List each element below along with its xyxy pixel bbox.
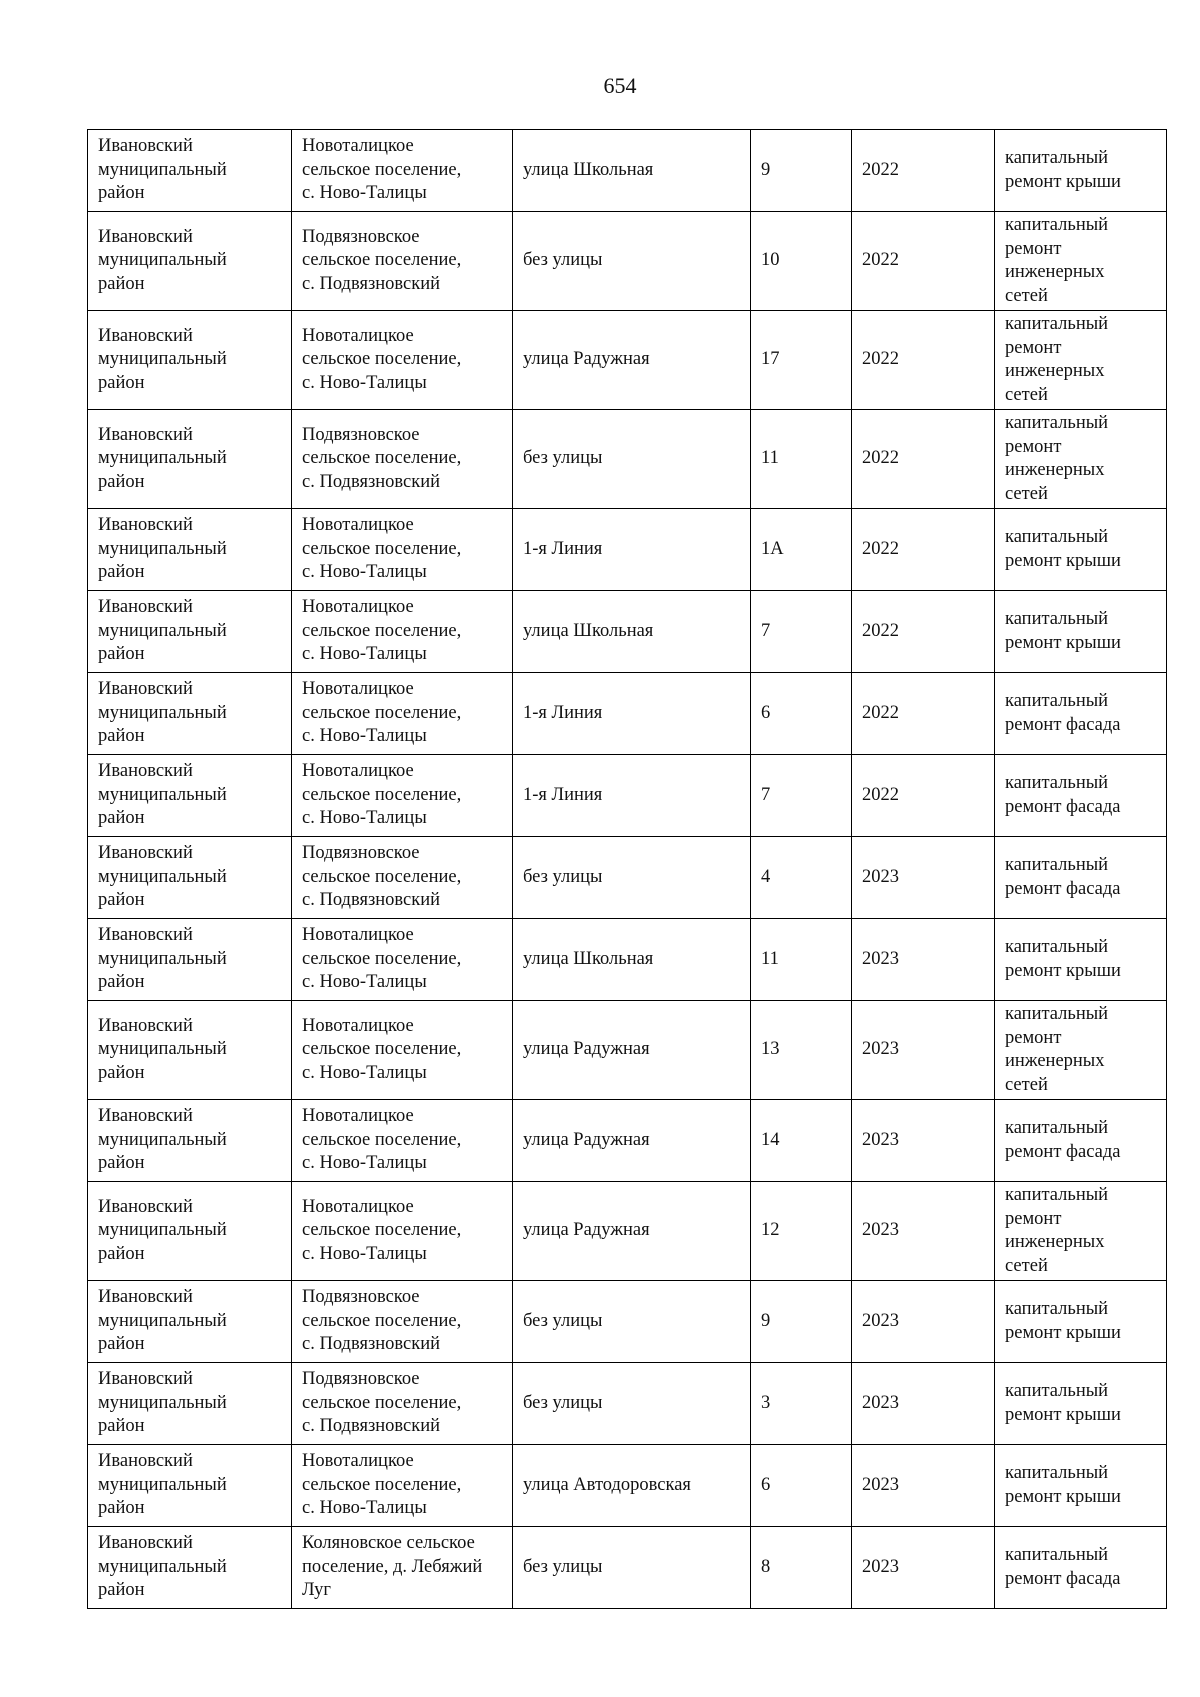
- table-body: [88, 130, 1167, 1609]
- house-number-cell: 7: [751, 591, 852, 673]
- house-number-cell: 17: [751, 311, 852, 410]
- table-row: [88, 212, 1167, 311]
- settlement-cell: Подвязновское сельское поселение, с. Подвязновский: [292, 1281, 513, 1363]
- street-cell: без улицы: [513, 212, 751, 311]
- street-cell: улица Школьная: [513, 130, 751, 212]
- year-cell: 2023: [852, 1363, 995, 1445]
- street-cell: без улицы: [513, 410, 751, 509]
- work-type-cell: капитальный ремонт крыши: [995, 130, 1167, 212]
- settlement-cell: Новоталицкое сельское поселение, с. Ново-Талицы: [292, 591, 513, 673]
- year-cell: 2022: [852, 130, 995, 212]
- work-type-cell: капитальный ремонт крыши: [995, 1281, 1167, 1363]
- house-number-cell: 12: [751, 1182, 852, 1281]
- year-cell: 2023: [852, 1182, 995, 1281]
- street-cell: без улицы: [513, 1281, 751, 1363]
- work-type-cell: капитальный ремонт крыши: [995, 1445, 1167, 1527]
- table-row: [88, 130, 1167, 212]
- house-number-cell: 11: [751, 919, 852, 1001]
- street-cell: 1-я Линия: [513, 673, 751, 755]
- district-cell: Ивановский муниципальный район: [88, 673, 292, 755]
- settlement-cell: Новоталицкое сельское поселение, с. Ново-Талицы: [292, 919, 513, 1001]
- year-cell: 2023: [852, 1445, 995, 1527]
- work-type-cell: капитальный ремонт инженерных сетей: [995, 311, 1167, 410]
- settlement-cell: Новоталицкое сельское поселение, с. Ново-Талицы: [292, 130, 513, 212]
- table-row: [88, 311, 1167, 410]
- year-cell: 2023: [852, 1001, 995, 1100]
- house-number-cell: 3: [751, 1363, 852, 1445]
- table-row: [88, 509, 1167, 591]
- district-cell: Ивановский муниципальный район: [88, 311, 292, 410]
- settlement-cell: Подвязновское сельское поселение, с. Подвязновский: [292, 837, 513, 919]
- table-row: [88, 591, 1167, 673]
- district-cell: Ивановский муниципальный район: [88, 1100, 292, 1182]
- house-number-cell: 11: [751, 410, 852, 509]
- house-number-cell: 13: [751, 1001, 852, 1100]
- settlement-cell: Новоталицкое сельское поселение, с. Ново-Талицы: [292, 509, 513, 591]
- house-number-cell: 8: [751, 1527, 852, 1609]
- work-type-cell: капитальный ремонт крыши: [995, 1363, 1167, 1445]
- settlement-cell: Новоталицкое сельское поселение, с. Ново-Талицы: [292, 673, 513, 755]
- district-cell: Ивановский муниципальный район: [88, 1527, 292, 1609]
- table-row: [88, 837, 1167, 919]
- year-cell: 2023: [852, 1281, 995, 1363]
- year-cell: 2023: [852, 837, 995, 919]
- district-cell: Ивановский муниципальный район: [88, 212, 292, 311]
- district-cell: Ивановский муниципальный район: [88, 130, 292, 212]
- settlement-cell: Новоталицкое сельское поселение, с. Ново-Талицы: [292, 311, 513, 410]
- house-number-cell: 6: [751, 1445, 852, 1527]
- work-type-cell: капитальный ремонт крыши: [995, 919, 1167, 1001]
- district-cell: Ивановский муниципальный район: [88, 1001, 292, 1100]
- repair-schedule-table: [87, 129, 1167, 1609]
- work-type-cell: капитальный ремонт фасада: [995, 755, 1167, 837]
- year-cell: 2022: [852, 673, 995, 755]
- table-row: [88, 1363, 1167, 1445]
- district-cell: Ивановский муниципальный район: [88, 410, 292, 509]
- table-row: [88, 410, 1167, 509]
- house-number-cell: 6: [751, 673, 852, 755]
- table-row: [88, 673, 1167, 755]
- district-cell: Ивановский муниципальный район: [88, 755, 292, 837]
- district-cell: Ивановский муниципальный район: [88, 509, 292, 591]
- street-cell: без улицы: [513, 1527, 751, 1609]
- house-number-cell: 7: [751, 755, 852, 837]
- street-cell: 1-я Линия: [513, 509, 751, 591]
- settlement-cell: Подвязновское сельское поселение, с. Подвязновский: [292, 410, 513, 509]
- table-row: [88, 1001, 1167, 1100]
- district-cell: Ивановский муниципальный район: [88, 1281, 292, 1363]
- district-cell: Ивановский муниципальный район: [88, 1445, 292, 1527]
- work-type-cell: капитальный ремонт инженерных сетей: [995, 1182, 1167, 1281]
- street-cell: улица Школьная: [513, 919, 751, 1001]
- year-cell: 2023: [852, 919, 995, 1001]
- house-number-cell: 9: [751, 1281, 852, 1363]
- street-cell: улица Школьная: [513, 591, 751, 673]
- street-cell: 1-я Линия: [513, 755, 751, 837]
- settlement-cell: Коляновское сельское поселение, д. Лебяжий Луг: [292, 1527, 513, 1609]
- work-type-cell: капитальный ремонт инженерных сетей: [995, 1001, 1167, 1100]
- year-cell: 2022: [852, 591, 995, 673]
- street-cell: улица Радужная: [513, 1182, 751, 1281]
- year-cell: 2022: [852, 212, 995, 311]
- district-cell: Ивановский муниципальный район: [88, 1182, 292, 1281]
- work-type-cell: капитальный ремонт крыши: [995, 509, 1167, 591]
- district-cell: Ивановский муниципальный район: [88, 837, 292, 919]
- table-row: [88, 919, 1167, 1001]
- district-cell: Ивановский муниципальный район: [88, 591, 292, 673]
- house-number-cell: 14: [751, 1100, 852, 1182]
- year-cell: 2023: [852, 1100, 995, 1182]
- settlement-cell: Подвязновское сельское поселение, с. Подвязновский: [292, 1363, 513, 1445]
- page-number: 654: [603, 73, 637, 98]
- year-cell: 2022: [852, 755, 995, 837]
- street-cell: улица Радужная: [513, 1100, 751, 1182]
- year-cell: 2022: [852, 509, 995, 591]
- table-row: [88, 1445, 1167, 1527]
- district-cell: Ивановский муниципальный район: [88, 919, 292, 1001]
- house-number-cell: 1А: [751, 509, 852, 591]
- settlement-cell: Новоталицкое сельское поселение, с. Ново-Талицы: [292, 1100, 513, 1182]
- work-type-cell: капитальный ремонт фасада: [995, 1100, 1167, 1182]
- street-cell: без улицы: [513, 837, 751, 919]
- table-row: [88, 1281, 1167, 1363]
- work-type-cell: капитальный ремонт инженерных сетей: [995, 212, 1167, 311]
- work-type-cell: капитальный ремонт фасада: [995, 837, 1167, 919]
- house-number-cell: 9: [751, 130, 852, 212]
- street-cell: улица Радужная: [513, 311, 751, 410]
- district-cell: Ивановский муниципальный район: [88, 1363, 292, 1445]
- year-cell: 2022: [852, 410, 995, 509]
- work-type-cell: капитальный ремонт фасада: [995, 1527, 1167, 1609]
- house-number-cell: 10: [751, 212, 852, 311]
- house-number-cell: 4: [751, 837, 852, 919]
- street-cell: без улицы: [513, 1363, 751, 1445]
- year-cell: 2023: [852, 1527, 995, 1609]
- table-row: [88, 1182, 1167, 1281]
- work-type-cell: капитальный ремонт фасада: [995, 673, 1167, 755]
- table-row: [88, 1100, 1167, 1182]
- street-cell: улица Радужная: [513, 1001, 751, 1100]
- table-row: [88, 1527, 1167, 1609]
- table-row: [88, 755, 1167, 837]
- work-type-cell: капитальный ремонт инженерных сетей: [995, 410, 1167, 509]
- settlement-cell: Новоталицкое сельское поселение, с. Ново-Талицы: [292, 1001, 513, 1100]
- work-type-cell: капитальный ремонт крыши: [995, 591, 1167, 673]
- settlement-cell: Подвязновское сельское поселение, с. Подвязновский: [292, 212, 513, 311]
- settlement-cell: Новоталицкое сельское поселение, с. Ново-Талицы: [292, 755, 513, 837]
- settlement-cell: Новоталицкое сельское поселение, с. Ново-Талицы: [292, 1445, 513, 1527]
- street-cell: улица Автодоровская: [513, 1445, 751, 1527]
- year-cell: 2022: [852, 311, 995, 410]
- settlement-cell: Новоталицкое сельское поселение, с. Ново-Талицы: [292, 1182, 513, 1281]
